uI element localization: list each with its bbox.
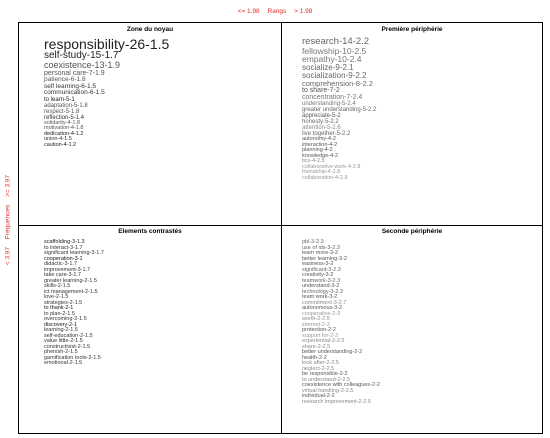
quadrant-title-premiere-peripherie: Première périphérie xyxy=(381,26,443,33)
word-item: learn more-3-2 xyxy=(302,250,339,256)
frequency-axis-title: Fréquences xyxy=(4,204,12,240)
core-zone-list xyxy=(44,37,169,148)
word-item: self-education-2-1.5 xyxy=(44,332,93,339)
word-item: responsibility-26-1.5 xyxy=(44,36,170,52)
word-item: knowledge-4-2 xyxy=(302,152,339,159)
word-item: understanding-5-2.4 xyxy=(302,101,356,107)
word-item: union-4-1.5 xyxy=(44,136,72,142)
word-item: neglect-2-2.5 xyxy=(302,365,335,372)
word-item: understand-3-2 xyxy=(302,283,340,289)
word-item: use of ids-3-2.3 xyxy=(302,244,340,251)
word-item: honesty-5-2.2 xyxy=(302,119,339,125)
word-item: creativity-3-2 xyxy=(302,272,334,278)
word-item: share-2-2.5 xyxy=(302,343,331,350)
word-item: personal care-7-1.9 xyxy=(44,70,105,77)
word-item: didactic-3-1.7 xyxy=(44,261,78,267)
word-item: discovery-2-1 xyxy=(44,321,78,328)
frequency-axis-label xyxy=(1,150,15,290)
word-item: significant learning-3-1.7 xyxy=(44,250,104,256)
word-item: better understanding-2-2 xyxy=(302,349,363,355)
rank-axis-label xyxy=(0,8,550,15)
first-periphery-list xyxy=(302,37,376,181)
word-item: protection-2-2 xyxy=(302,327,336,333)
word-item: socialize-9-2.1 xyxy=(302,62,354,72)
word-item: constructivist-2-1.5 xyxy=(44,343,91,350)
word-item: solidarity-4-1.8 xyxy=(44,119,81,126)
word-item: pbl-3-2.3 xyxy=(302,239,324,245)
contrasted-elements-list xyxy=(44,240,104,367)
word-item: attention-5-2.6 xyxy=(302,125,341,131)
word-item: dedication-4-1.2 xyxy=(44,130,84,137)
word-item: friendship-4-2.8 xyxy=(302,169,341,175)
rank-left-threshold: <= 1.98 xyxy=(237,8,260,15)
quadrant-title-zone-noyau: Zone du noyau xyxy=(126,26,174,33)
word-item: to thank-2-1 xyxy=(44,305,74,311)
word-item: significant-3-2.3 xyxy=(302,266,341,273)
quadrant-title-seconde-peripherie: Seconde périphérie xyxy=(381,228,443,235)
word-item: scaffolding-3-1.3 xyxy=(44,239,85,245)
word-item: patience-6-1.8 xyxy=(44,76,86,83)
word-item: love-2-1.5 xyxy=(44,294,69,300)
word-item: respect-5-1.8 xyxy=(44,108,80,115)
word-item: value little-2-1.5 xyxy=(44,338,83,344)
word-item: motivation-4-1.8 xyxy=(44,125,84,131)
word-item: commitment-3-2.7 xyxy=(302,299,347,306)
word-item: self-study-15-1.7 xyxy=(44,50,119,61)
word-item: to understand-2-2.5 xyxy=(302,376,351,383)
word-item: ict management-2-1.5 xyxy=(44,288,98,295)
word-item: research-14-2.2 xyxy=(302,36,370,47)
word-item: experiential-2-2.5 xyxy=(302,338,345,344)
word-item: greater learning-2-1.5 xyxy=(44,277,97,284)
word-item: planning-4-2 xyxy=(302,147,333,153)
word-item: strategies-2-1.5 xyxy=(44,299,83,306)
word-item: look after-2-2.5 xyxy=(302,360,339,366)
word-item: better learning-3-2 xyxy=(302,255,347,262)
word-item: collaborative work-4-2.8 xyxy=(302,163,361,170)
word-item: be responsible-2-2 xyxy=(302,371,348,377)
word-item: socialization-9-2.2 xyxy=(302,70,367,80)
word-item: easiness-3-2 xyxy=(302,261,334,267)
word-item: worth-2-2.5 xyxy=(302,316,330,322)
word-item: collaboration-4-2.8 xyxy=(302,174,348,181)
word-item: appreciate-5-2 xyxy=(302,113,341,119)
word-item: interest-2-3 xyxy=(302,321,330,328)
word-item: individual-2-2 xyxy=(302,393,335,399)
word-item: coexistence-13-1.9 xyxy=(44,60,121,70)
word-item: self learning-6-1.5 xyxy=(44,82,97,90)
word-item: learning-2-1.5 xyxy=(44,327,78,333)
word-item: technology-3-2.3 xyxy=(302,288,343,295)
word-item: greater understanding-5-2.2 xyxy=(302,107,377,113)
quadrant-title-elements-contrastes: Elements contrastés xyxy=(118,228,182,235)
word-item: skills-2-1.5 xyxy=(44,283,71,289)
word-item: concentration-7-2.4 xyxy=(302,94,363,101)
word-item: to share-7-2 xyxy=(302,87,340,94)
word-item: support for-2-3 xyxy=(302,332,339,339)
second-periphery-list xyxy=(302,240,380,405)
word-item: research improvement-2-2.5 xyxy=(302,398,372,405)
word-item: cooperation-3-1 xyxy=(44,255,83,262)
word-item: interaction-4-2 xyxy=(302,141,338,148)
word-item: caution-4-1.2 xyxy=(44,141,77,148)
word-item: phenish-2-1.5 xyxy=(44,349,78,355)
word-item: teamwork-3-2.3 xyxy=(302,277,341,284)
word-item: live together-5-2.2 xyxy=(302,131,351,137)
word-item: overcoming-2-1.5 xyxy=(44,316,87,322)
word-item: communication-6-1.5 xyxy=(44,89,105,96)
word-item: emotional-2-1.5 xyxy=(44,360,83,366)
word-item: adaptation-5-1.8 xyxy=(44,102,88,109)
word-item: reflection-5-1.4 xyxy=(44,114,85,121)
word-item: take care-3-1.7 xyxy=(44,272,81,278)
word-item: team work-3-2 xyxy=(302,294,338,300)
word-item: gamification tools-2-1.5 xyxy=(44,354,101,361)
word-item: coexistence with colleagues-2-2 xyxy=(302,382,380,388)
word-item: virtual handling-2-2.5 xyxy=(302,387,354,394)
word-item: comprehension-8-2.2 xyxy=(302,78,373,88)
frequency-high-threshold: >= 3.97 xyxy=(4,174,12,197)
word-item: autonomous-3-2 xyxy=(302,305,343,311)
word-item: improvement-3-1.7 xyxy=(44,266,91,273)
frequency-low-threshold: < 3.97 xyxy=(4,246,12,266)
word-item: to learn-5-1 xyxy=(44,96,75,103)
rank-axis-title: Rangs xyxy=(267,8,287,15)
word-item: to plan-2-1.5 xyxy=(44,310,75,317)
word-item: tics-4-2.5 xyxy=(302,158,325,164)
rank-right-threshold: > 1.98 xyxy=(294,8,313,15)
word-item: autonomy-4-2 xyxy=(302,136,336,142)
word-item: fellowship-10-2.5 xyxy=(302,45,367,56)
word-item: cooperative-2-3 xyxy=(302,310,341,317)
word-item: to interact-3-1.7 xyxy=(44,244,83,251)
word-item: empathy-10-2.4 xyxy=(302,54,362,64)
word-item: health-2-2 xyxy=(302,354,327,361)
